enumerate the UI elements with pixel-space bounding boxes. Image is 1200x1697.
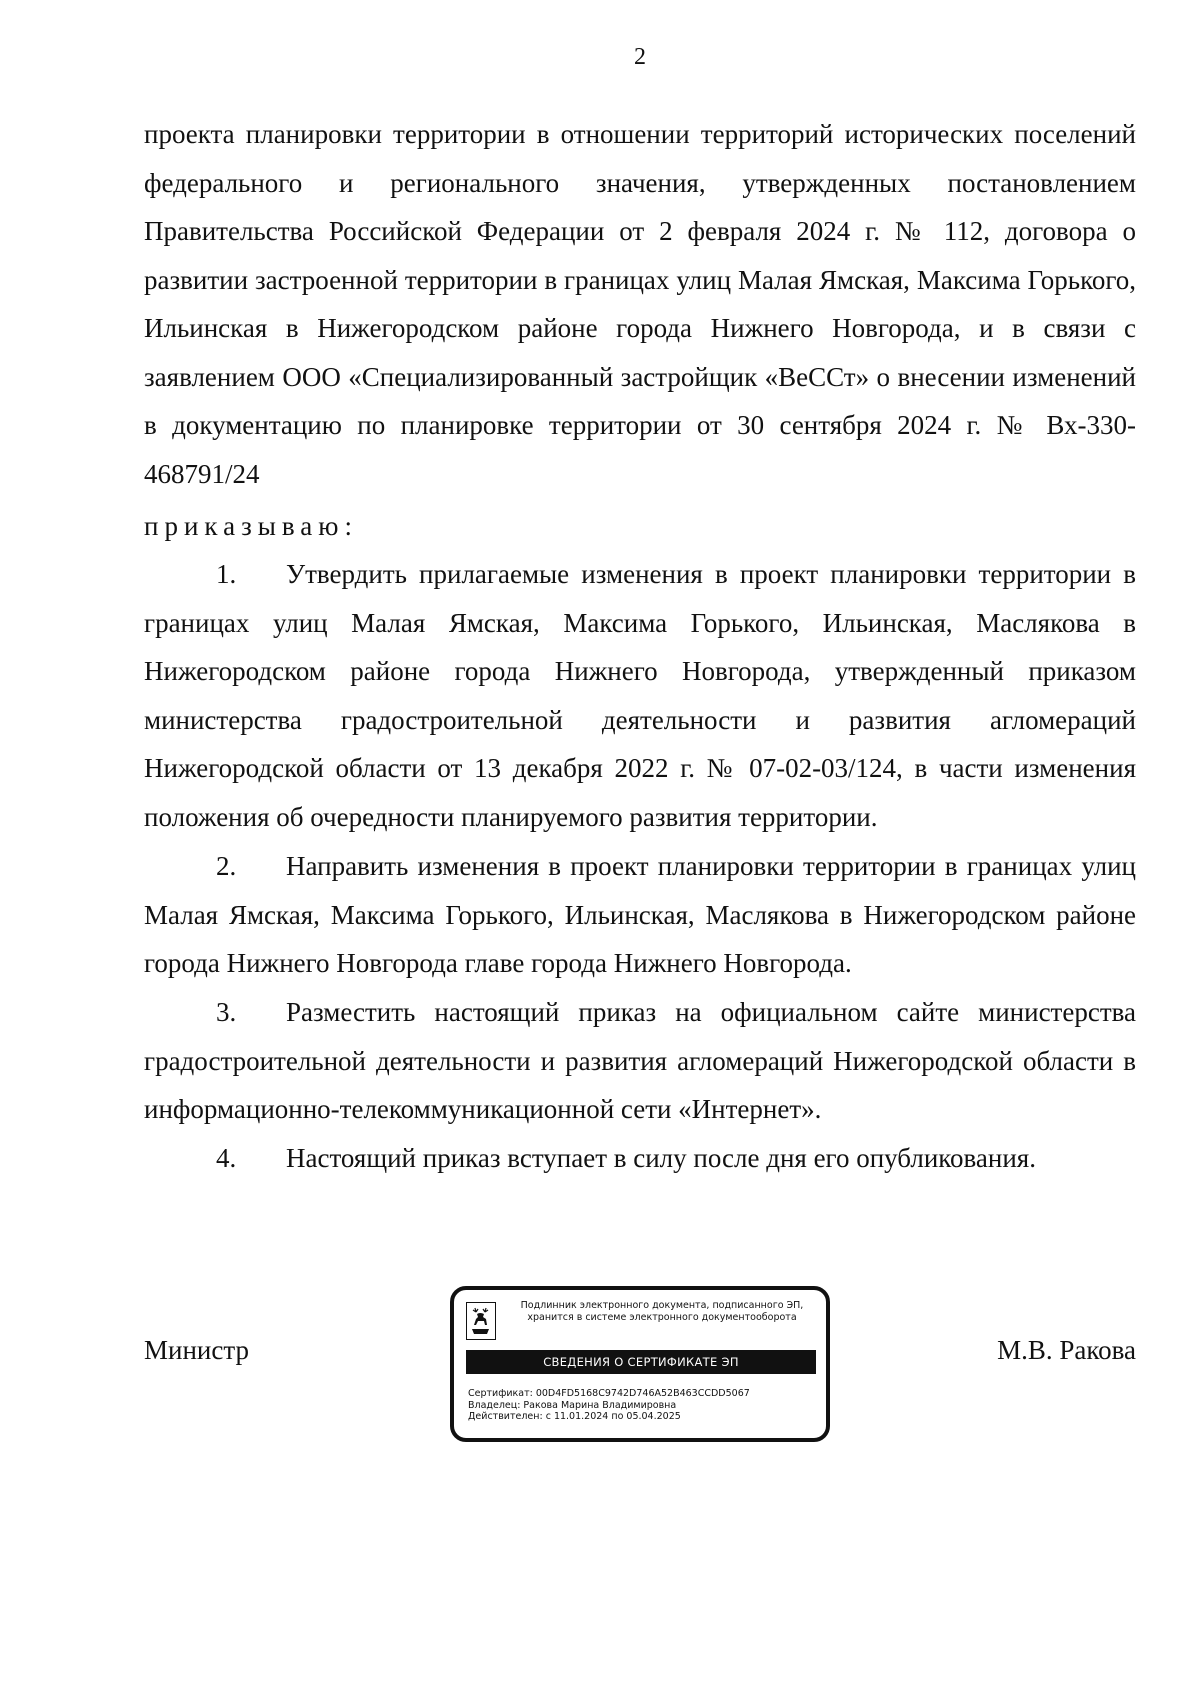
item-number: 1. bbox=[216, 559, 237, 589]
stamp-header-line-1: Подлинник электронного документа, подписанного ЭП, bbox=[520, 1300, 804, 1311]
stamp-header bbox=[502, 1300, 822, 1324]
stamp-certificate: Сертификат: 00D4FD5168C9742D746A52B463CCDD5067 bbox=[468, 1388, 750, 1399]
item-text: Настоящий приказ вступает в силу после дня его опубликования. bbox=[286, 1143, 1036, 1173]
item-text: Утвердить прилагаемые изменения в проект планировки территории в границах улиц Малая Ямская, Максима Горького, Ильинская, Маслякова в Нижегородском районе города Нижнего Новгорода, утвержденный приказом министерства градостроительной деятельности и развития агломераций Нижегородской области от 13 декабря 2022 г. № 07-02-03/124, в части изменения положения об очередности планируемого развития территории. bbox=[144, 559, 1136, 832]
order-item-2 bbox=[144, 842, 1136, 988]
stamp-validity: Действителен: с 11.01.2024 по 05.04.2025 bbox=[468, 1411, 681, 1422]
item-number: 2. bbox=[216, 851, 237, 881]
signature-stamp bbox=[450, 1286, 830, 1442]
item-number: 3. bbox=[216, 997, 237, 1027]
order-item-1 bbox=[144, 550, 1136, 841]
stamp-owner: Владелец: Ракова Марина Владимировна bbox=[468, 1399, 677, 1411]
deer-emblem-icon bbox=[466, 1302, 496, 1340]
item-text: Направить изменения в проект планировки территории в границах улиц Малая Ямская, Максима Горького, Ильинская, Маслякова в Нижегородском районе города Нижнего Новгорода главе города Нижнего Новгорода. bbox=[144, 851, 1136, 978]
order-word: приказываю: bbox=[144, 511, 358, 541]
stamp-header-line-2: хранится в системе электронного документооборота bbox=[527, 1312, 797, 1323]
page-number: 2 bbox=[634, 44, 646, 70]
order-item-4 bbox=[144, 1134, 1136, 1183]
signer-title: Министр bbox=[144, 1335, 249, 1365]
signer-name: М.В. Ракова bbox=[997, 1335, 1136, 1365]
stamp-details bbox=[468, 1388, 818, 1423]
order-item-3 bbox=[144, 988, 1136, 1134]
item-text: Разместить настоящий приказ на официальном сайте министерства градостроительной деятельности и развития агломераций Нижегородской области в информационно-телекоммуникационной сети «Интернет». bbox=[144, 997, 1136, 1124]
stamp-certificate-bar: СВЕДЕНИЯ О СЕРТИФИКАТЕ ЭП bbox=[466, 1350, 816, 1374]
item-number: 4. bbox=[216, 1143, 237, 1173]
intro-paragraph: проекта планировки территории в отношении территорий исторических поселений федерального и регионального значения, утвержденных постановлением Правительства Российской Федерации от 2 февраля 2024 г. № 112, договора о развитии застроенной территории в границах улиц Малая Ямская, Максима Горького, Ильинская в Нижегородском районе города Нижнего Новгорода, и в связи с заявлением ООО «Специализированный застройщик «ВеССт» о внесении изменений в документацию по планировке территории от 30 сентября 2024 г. № Вх-330-468791/24 bbox=[144, 119, 1136, 489]
